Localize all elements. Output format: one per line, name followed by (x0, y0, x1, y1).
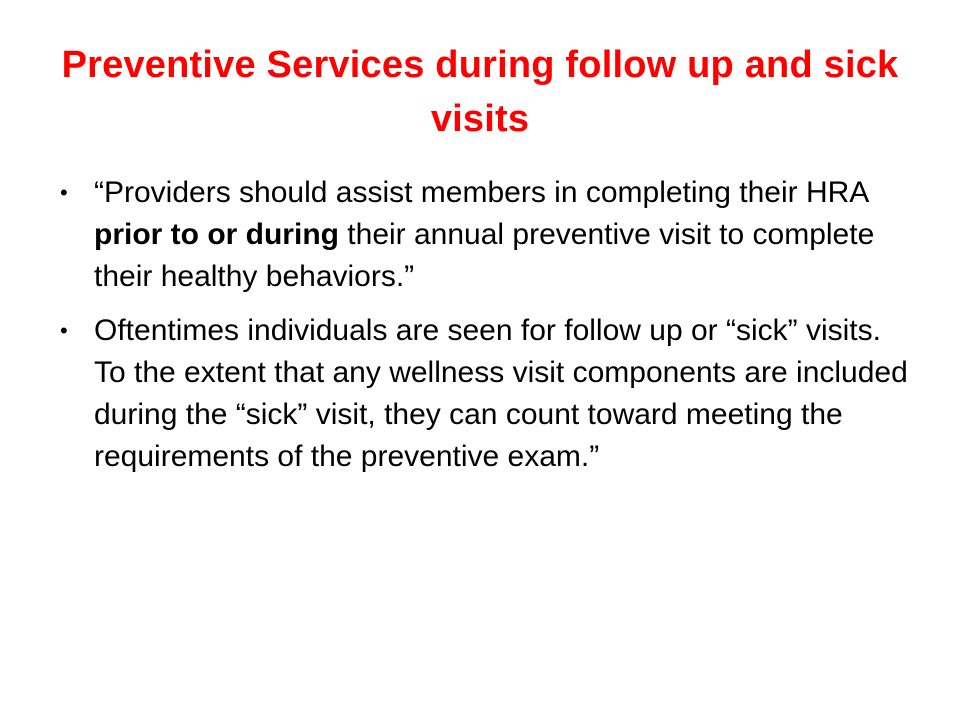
bullet-item-1 (56, 172, 916, 298)
bullet-2-text: Oftentimes individuals are seen for follow up or “sick” visits. To the extent that any wellness visit components are included during the “sick” visit, they can count toward meeting the requirements of the preventive exam.” (94, 314, 908, 473)
bullet-dot-icon: • (60, 180, 68, 205)
slide-title: Preventive Services during follow up and sick visits (61, 44, 899, 140)
bullet-dot-icon: • (60, 318, 68, 343)
bullet-item-2 (56, 310, 916, 478)
bullet-1-text-part-1: “Providers should assist members in completing their HRA (94, 176, 868, 209)
bullet-1-text-part-2: their annual preventive visit to complete their healthy behaviors.” (94, 218, 875, 293)
bullet-list (56, 172, 916, 490)
bullet-1-emphasis: prior to or during (94, 218, 339, 251)
